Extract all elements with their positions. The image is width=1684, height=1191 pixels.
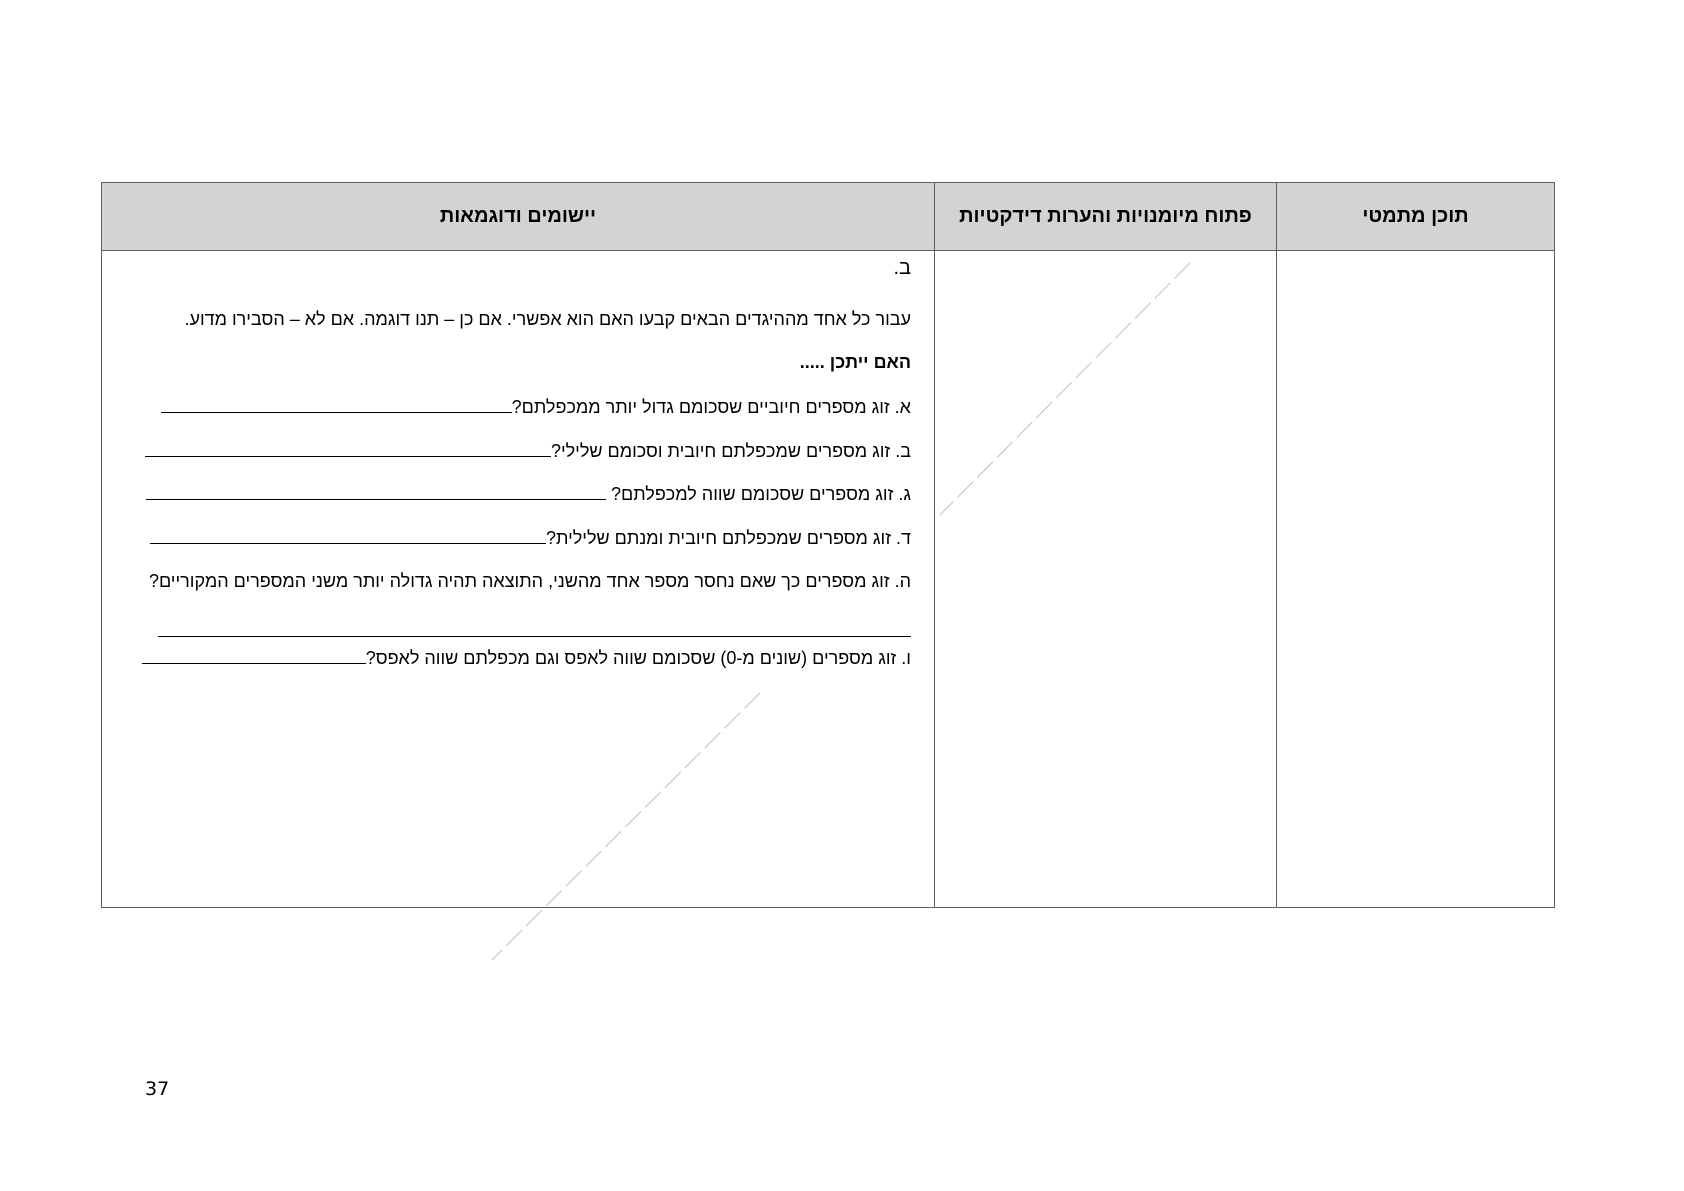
list-item — [150, 571, 911, 592]
list-item — [150, 396, 911, 418]
table-body-row — [102, 251, 1555, 908]
list-item — [150, 483, 911, 505]
cell-skills-notes — [935, 251, 1277, 908]
answer-blank — [146, 483, 606, 500]
cell-applications-examples — [102, 251, 935, 908]
item-text: ד. זוג מספרים שמכפלתם חיובית ומנתם שלילית? — [545, 528, 911, 548]
list-item — [150, 440, 911, 462]
curriculum-table — [101, 182, 1555, 908]
page-number: 37 — [145, 1078, 170, 1100]
item-text: ב. זוג מספרים שמכפלתם חיובית וסכומם שלילי? — [550, 441, 911, 461]
header-skills-notes: פתוח מיומנויות והערות דידקטיות — [935, 183, 1277, 251]
answer-blank — [145, 440, 551, 457]
table-header-row — [102, 183, 1555, 251]
item-text: ו. זוג מספרים (שונים מ-0) שסכומם שווה לאפס וגם מכפלתם שווה לאפס? — [365, 648, 911, 668]
item-text: ה. זוג מספרים כך שאם נחסר מספר אחד מהשני, התוצאה תהיה גדולה יותר משני המספרים המקוריים? — [148, 571, 911, 591]
header-math-content: תוכן מתמטי — [1277, 183, 1555, 251]
list-item — [150, 527, 911, 549]
answer-blank — [142, 647, 366, 664]
answer-blank — [158, 636, 911, 637]
answer-blank — [161, 396, 512, 413]
lead-question: האם ייתכן ..... — [799, 352, 911, 372]
answer-blank — [150, 527, 546, 544]
instruction-text: עבור כל אחד מההיגדים הבאים קבעו האם הוא אפשרי. אם כן – תנו דוגמה. אם לא – הסבירו מדוע. — [184, 309, 911, 329]
cell-math-content — [1277, 251, 1555, 908]
header-applications-examples: יישומים ודוגמאות — [102, 183, 935, 251]
list-item — [150, 647, 911, 669]
item-text: ג. זוג מספרים שסכומם שווה למכפלתם? — [606, 484, 911, 504]
item-text: א. זוג מספרים חיוביים שסכומם גדול יותר ממכפלתם? — [511, 397, 911, 417]
section-label: ב. — [893, 257, 911, 279]
